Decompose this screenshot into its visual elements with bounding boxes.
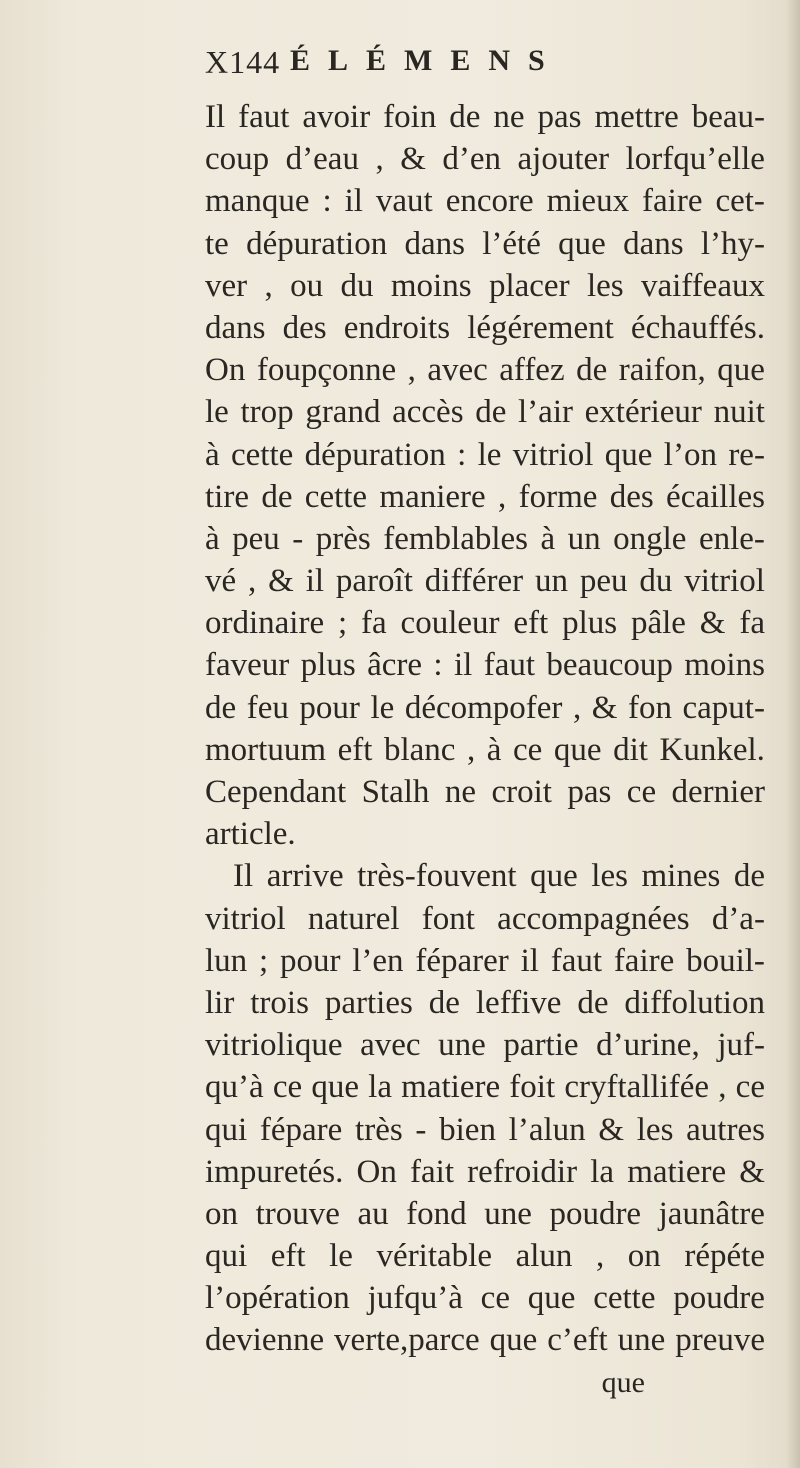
catchword: que: [601, 1365, 645, 1399]
text-line: lir trois parties de leffive de diffolution: [205, 984, 765, 1021]
page-edge-shadow: [786, 0, 800, 1468]
text-line: On foupçonne , avec affez de raifon, que: [205, 352, 765, 389]
text-line: tire de cette maniere , forme des écailles: [205, 478, 765, 515]
text-line: manque : il vaut encore mieux faire cet-: [205, 183, 765, 220]
page-number: Χ144: [205, 44, 281, 80]
text-line: dans des endroits légérement échauffés.: [205, 309, 765, 346]
text-line: Cependant Stalh ne croit pas ce dernier: [205, 774, 765, 810]
text-line: vé , & il paroît différer un peu du vitriol: [205, 563, 765, 600]
text-line: à peu - près femblables à un ongle enle-: [205, 520, 765, 557]
text-line: mortuum eft blanc , à ce que dit Kunkel.: [205, 731, 765, 768]
running-title: ÉLÉMENS: [290, 44, 563, 77]
text-line: ordinaire ; fa couleur eft plus pâle & fa: [205, 605, 765, 642]
text-line: faveur plus âcre : il faut beaucoup moins: [205, 647, 765, 684]
text-line: ver , ou du moins placer les vaiffeaux: [205, 267, 765, 304]
text-line: Il faut avoir foin de ne pas mettre beau-: [205, 99, 765, 135]
text-line: Il arrive très-fouvent que les mines de: [233, 858, 765, 895]
text-line: lun ; pour l’en féparer il faut faire bouil-: [205, 942, 765, 979]
text-line: te dépuration dans l’été que dans l’hy-: [205, 225, 765, 262]
text-line: le trop grand accès de l’air extérieur nuit: [205, 394, 765, 431]
running-head: [205, 40, 765, 90]
text-line: vitriolique avec une partie d’urine, juf-: [205, 1027, 765, 1064]
text-line: qui fépare très - bien l’alun & les autres: [205, 1111, 765, 1148]
text-line: coup d’eau , & d’en ajouter lorfqu’elle: [205, 141, 765, 178]
text-line: devienne verte,parce que c’eft une preuve: [205, 1322, 765, 1359]
text-line: qui eft le véritable alun , on répéte: [205, 1238, 765, 1275]
text-line: vitriol naturel font accompagnées d’a-: [205, 900, 765, 937]
text-line: article.: [205, 816, 296, 853]
text-line: qu’à ce que la matiere foit cryftallifée , ce: [205, 1069, 765, 1106]
text-line: de feu pour le décompofer , & fon caput-: [205, 689, 765, 726]
body-text: [205, 96, 765, 1404]
text-line: impuretés. On fait refroidir la matiere &: [205, 1153, 765, 1190]
text-line: l’opération jufqu’à ce que cette poudre: [205, 1280, 765, 1317]
text-line: à cette dépuration : le vitriol que l’on re-: [205, 436, 765, 473]
text-line: on trouve au fond une poudre jaunâtre: [205, 1195, 765, 1232]
